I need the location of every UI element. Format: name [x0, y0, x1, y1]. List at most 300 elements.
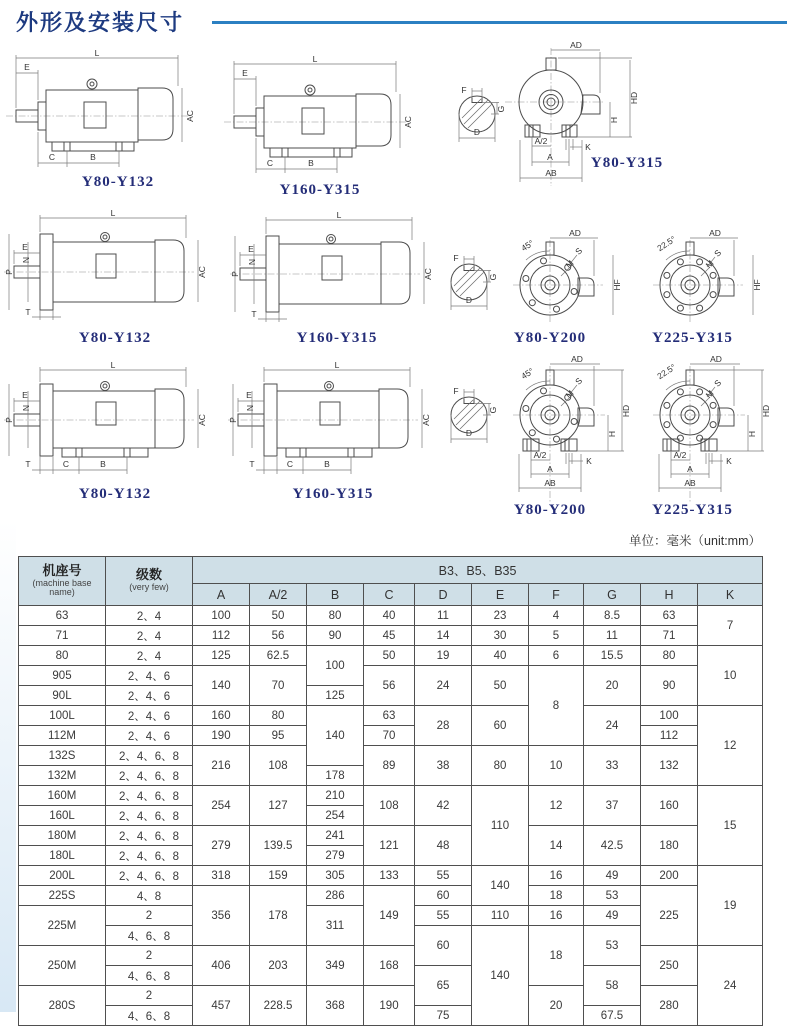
shaft-section-drawing [442, 252, 498, 316]
table-row [19, 986, 763, 1006]
dim-label-E: E [242, 68, 248, 78]
cell: 38 [415, 746, 472, 786]
cell: 279 [307, 846, 364, 866]
dim-label-AB: AB [544, 478, 556, 488]
cell: 139.5 [250, 826, 307, 866]
cell: 132 [641, 746, 698, 786]
dim-label-S: S [573, 245, 585, 257]
cell: 58 [584, 966, 641, 1006]
cell: 56 [364, 666, 415, 706]
table-row [19, 786, 763, 806]
cell: 125 [193, 646, 250, 666]
dim-label-N: N [247, 258, 257, 266]
cell: 80 [307, 606, 364, 626]
cell: 23 [472, 606, 529, 626]
dim-label-AC: AC [423, 268, 433, 280]
title-underline [212, 21, 787, 24]
shaft-section-drawing [442, 385, 498, 449]
table-row [19, 726, 763, 746]
cell: 160M [19, 786, 106, 806]
cell: 356 [193, 886, 250, 946]
dim-label-HF: HF [612, 279, 622, 291]
caption-y80-y132: Y80-Y132 [78, 486, 152, 502]
cell: 33 [584, 746, 641, 786]
cell: 19 [415, 646, 472, 666]
dim-label-AC: AC [197, 414, 207, 426]
cell: 210 [307, 786, 364, 806]
dim-label-45deg: 45° [519, 365, 536, 382]
dim-label-AB: AB [545, 168, 557, 178]
cell: 110 [472, 786, 529, 866]
cell: 55 [415, 906, 472, 926]
cell: 14 [529, 826, 584, 866]
dim-label-H: H [747, 430, 757, 438]
cell: 180L [19, 846, 106, 866]
dim-label-HD: HD [761, 404, 771, 418]
dim-label-M: M [703, 388, 716, 401]
cell: 42 [415, 786, 472, 826]
caption-y160-y315: Y160-Y315 [292, 486, 374, 502]
dim-label-G: G [488, 406, 498, 414]
cell: 15 [698, 786, 763, 866]
caption-y80-y315: Y80-Y315 [590, 155, 664, 171]
unit-note: 单位：毫米（unit:mm） [629, 534, 761, 548]
header-poles-cn: 级数 [135, 567, 162, 582]
cell: 108 [250, 746, 307, 786]
dim-label-D: D [465, 295, 473, 305]
cell: 2、4、6、8 [106, 846, 193, 866]
dim-label-T: T [25, 459, 31, 469]
motor-combo-side-drawing [228, 362, 438, 484]
dim-label-P: P [4, 269, 14, 275]
cell: 8 [529, 666, 584, 746]
cell: 11 [415, 606, 472, 626]
dim-label-C: C [48, 152, 56, 162]
caption-y225-y315: Y225-Y315 [652, 330, 733, 346]
dim-label-E: E [246, 390, 252, 400]
dim-label-G: G [488, 273, 498, 281]
cell: 406 [193, 946, 250, 986]
cell: 18 [529, 886, 584, 906]
cell: 95 [250, 726, 307, 746]
cell: 4 [529, 606, 584, 626]
caption-y80-y132: Y80-Y132 [81, 174, 155, 190]
cell: 160 [193, 706, 250, 726]
cell: 90 [641, 666, 698, 706]
diagram-b5-front-y225-y315 [648, 228, 768, 328]
dim-label-E: E [248, 244, 254, 254]
cell: 50 [250, 606, 307, 626]
dim-label-45deg: 45° [519, 237, 536, 254]
dim-label-AC: AC [185, 110, 195, 122]
dim-label-L: L [334, 360, 340, 370]
dim-label-T: T [25, 307, 31, 317]
cell: 225 [641, 886, 698, 946]
dim-label-AD: AD [571, 354, 583, 364]
diagram-b35-front-y225-y315 [648, 356, 778, 506]
col-C: C [364, 584, 415, 606]
dim-label-N: N [245, 404, 255, 412]
dim-label-K: K [726, 456, 732, 466]
cell: 2 [106, 986, 193, 1006]
flange-front-drawing [648, 228, 768, 328]
caption-y80-y200: Y80-Y200 [513, 502, 587, 518]
motor-side-view-drawing [224, 56, 414, 182]
dim-label-K: K [585, 142, 591, 152]
cell: 50 [472, 666, 529, 706]
shaft-section-drawing [450, 84, 506, 148]
cell: 280S [19, 986, 106, 1026]
cell: 75 [415, 1006, 472, 1026]
table-row [19, 626, 763, 646]
cell: 4、6、8 [106, 926, 193, 946]
cell: 2、4、6、8 [106, 786, 193, 806]
col-F: F [529, 584, 584, 606]
dim-label-E: E [22, 390, 28, 400]
dim-label-F: F [453, 386, 459, 396]
dim-label-T: T [249, 459, 255, 469]
dim-label-F: F [461, 85, 467, 95]
cell: 80 [641, 646, 698, 666]
cell: 2 [106, 906, 193, 926]
cell: 4、6、8 [106, 966, 193, 986]
cell: 2、4、6 [106, 686, 193, 706]
dim-label-H: H [607, 430, 617, 438]
cell: 70 [250, 666, 307, 706]
cell: 90 [307, 626, 364, 646]
cell: 280 [641, 986, 698, 1026]
dim-label-A-half: A/2 [673, 450, 687, 460]
dim-label-S: S [573, 375, 585, 387]
cell: 250 [641, 946, 698, 986]
dim-label-G: G [496, 105, 506, 113]
table-row [19, 826, 763, 846]
header-machine-base [19, 557, 106, 606]
cell: 56 [250, 626, 307, 646]
cell: 216 [193, 746, 250, 786]
diagram-shaft-section-row1 [450, 84, 506, 148]
cell: 12 [529, 786, 584, 826]
dim-label-C: C [266, 158, 274, 168]
diagram-b5-side-y160-y315 [230, 212, 440, 326]
cell: 60 [472, 706, 529, 746]
cell: 2、4、6 [106, 666, 193, 686]
dim-label-L: L [312, 54, 318, 64]
motor-flange-side-drawing [230, 212, 440, 326]
dim-label-L: L [110, 360, 116, 370]
cell: 71 [641, 626, 698, 646]
diagram-b3-side-y160-y315 [224, 56, 414, 182]
cell: 905 [19, 666, 106, 686]
cell: 108 [364, 786, 415, 826]
col-G: G [584, 584, 641, 606]
cell: 62.5 [250, 646, 307, 666]
diagram-b3-side-y80-y132 [6, 50, 196, 176]
cell: 305 [307, 866, 364, 886]
cell: 140 [307, 706, 364, 766]
dim-label-AD: AD [569, 228, 581, 238]
dim-label-A: A [547, 152, 553, 162]
cell: 254 [193, 786, 250, 826]
cell: 160 [641, 786, 698, 826]
cell: 100 [641, 706, 698, 726]
cell: 53 [584, 926, 641, 966]
cell: 49 [584, 866, 641, 886]
dim-label-HD: HD [621, 404, 631, 418]
cell: 5 [529, 626, 584, 646]
table-row [19, 646, 763, 666]
cell: 349 [307, 946, 364, 986]
cell: 2、4、6、8 [106, 766, 193, 786]
dim-label-K: K [586, 456, 592, 466]
cell: 20 [529, 986, 584, 1026]
dim-label-AC: AC [403, 116, 413, 128]
cell: 254 [307, 806, 364, 826]
cell: 279 [193, 826, 250, 866]
motor-flange-side-drawing [4, 210, 214, 324]
cell: 250M [19, 946, 106, 986]
dim-label-M: M [563, 388, 576, 401]
cell: 60 [415, 886, 472, 906]
diagram-b35-front-y80-y200 [505, 356, 635, 506]
diagram-b35-side-y160-y315 [228, 362, 438, 484]
flange-front-drawing [505, 228, 625, 328]
cell: 49 [584, 906, 641, 926]
cell: 140 [472, 866, 529, 906]
combo-front-drawing [505, 356, 635, 506]
dim-label-A-half: A/2 [534, 136, 548, 146]
dim-label-A: A [687, 464, 693, 474]
cell: 112 [193, 626, 250, 646]
cell: 28 [415, 706, 472, 746]
caption-y80-y200: Y80-Y200 [513, 330, 587, 346]
dim-label-A-half: A/2 [533, 450, 547, 460]
dim-label-S: S [712, 377, 724, 389]
dim-label-S: S [712, 247, 724, 259]
dim-label-H: H [609, 116, 619, 124]
table-header-row [19, 557, 763, 584]
dim-label-AD: AD [709, 228, 721, 238]
cell: 14 [415, 626, 472, 646]
dim-label-L: L [94, 48, 100, 58]
cell: 100 [307, 646, 364, 686]
cell: 4、8 [106, 886, 193, 906]
cell: 4、6、8 [106, 1006, 193, 1026]
cell: 10 [698, 646, 763, 706]
dim-label-AD: AD [710, 354, 722, 364]
dim-label-B: B [90, 152, 96, 162]
header-machine-base-en: (machine base name) [32, 577, 92, 597]
diagram-shaft-section-row3 [442, 385, 498, 449]
caption-y80-y132: Y80-Y132 [78, 330, 152, 346]
table-row [19, 946, 763, 966]
cell: 15.5 [584, 646, 641, 666]
cell: 110 [472, 906, 529, 926]
cell: 132M [19, 766, 106, 786]
cell: 100L [19, 706, 106, 726]
dim-label-D: D [473, 127, 481, 137]
dim-label-22-5deg: 22.5° [655, 361, 678, 382]
cell: 160L [19, 806, 106, 826]
combo-front-drawing [648, 356, 778, 506]
cell: 200L [19, 866, 106, 886]
dim-label-N: N [21, 404, 31, 412]
dim-label-T: T [251, 309, 257, 319]
cell: 112M [19, 726, 106, 746]
cell: 225M [19, 906, 106, 946]
table-row [19, 666, 763, 686]
cell: 42.5 [584, 826, 641, 866]
dim-label-P: P [230, 271, 240, 277]
cell: 241 [307, 826, 364, 846]
dim-label-D: D [465, 428, 473, 438]
header-poles-en: (very few) [129, 582, 169, 592]
cell: 50 [364, 646, 415, 666]
cell: 80 [472, 746, 529, 786]
cell: 127 [250, 786, 307, 826]
table-row [19, 866, 763, 886]
diagram-b5-side-y80-y132 [4, 210, 214, 324]
dim-label-22-5deg: 22.5° [655, 233, 678, 254]
caption-y160-y315: Y160-Y315 [296, 330, 378, 346]
cell: 228.5 [250, 986, 307, 1026]
cell: 2、4 [106, 626, 193, 646]
cell: 140 [472, 926, 529, 1026]
cell: 200 [641, 866, 698, 886]
cell: 286 [307, 886, 364, 906]
caption-y160-y315: Y160-Y315 [279, 182, 361, 198]
motor-combo-side-drawing [4, 362, 214, 484]
cell: 24 [584, 706, 641, 746]
cell: 55 [415, 866, 472, 886]
cell: 37 [584, 786, 641, 826]
dim-label-F: F [453, 253, 459, 263]
cell: 89 [364, 746, 415, 786]
col-K: K [698, 584, 763, 606]
cell: 40 [472, 646, 529, 666]
cell: 30 [472, 626, 529, 646]
cell: 16 [529, 906, 584, 926]
cell: 60 [415, 926, 472, 966]
cell: 2、4、6 [106, 706, 193, 726]
dim-label-AC: AC [421, 414, 431, 426]
dim-label-A: A [547, 464, 553, 474]
col-B: B [307, 584, 364, 606]
cell: 133 [364, 866, 415, 886]
cell: 65 [415, 966, 472, 1006]
cell: 149 [364, 886, 415, 946]
cell: 2 [106, 946, 193, 966]
cell: 190 [364, 986, 415, 1026]
cell: 10 [529, 746, 584, 786]
cell: 70 [364, 726, 415, 746]
cell: 457 [193, 986, 250, 1026]
cell: 132S [19, 746, 106, 766]
cell: 80 [19, 646, 106, 666]
cell: 16 [529, 866, 584, 886]
dim-label-M: M [563, 258, 576, 271]
dim-label-B: B [324, 459, 330, 469]
caption-y225-y315: Y225-Y315 [652, 502, 733, 518]
cell: 2、4、6、8 [106, 806, 193, 826]
cell: 45 [364, 626, 415, 646]
cell: 19 [698, 866, 763, 946]
dim-label-C: C [286, 459, 294, 469]
dim-label-N: N [21, 256, 31, 264]
cell: 6 [529, 646, 584, 666]
cell: 53 [584, 886, 641, 906]
table-row [19, 886, 763, 906]
dim-label-HD: HD [629, 91, 639, 105]
dim-label-P: P [4, 417, 14, 423]
col-A-half: A/2 [250, 584, 307, 606]
header-poles [106, 557, 193, 606]
cell: 112 [641, 726, 698, 746]
dim-label-P: P [228, 417, 238, 423]
cell: 48 [415, 826, 472, 866]
cell: 2、4、6 [106, 726, 193, 746]
cell: 40 [364, 606, 415, 626]
cell: 12 [698, 706, 763, 786]
cell: 8.5 [584, 606, 641, 626]
dim-label-L: L [110, 208, 116, 218]
cell: 178 [250, 886, 307, 946]
cell: 7 [698, 606, 763, 646]
cell: 63 [19, 606, 106, 626]
cell: 24 [415, 666, 472, 706]
cell: 63 [641, 606, 698, 626]
cell: 125 [307, 686, 364, 706]
cell: 311 [307, 906, 364, 946]
diagram-b5-front-y80-y200 [505, 228, 625, 328]
cell: 121 [364, 826, 415, 866]
dim-label-C: C [62, 459, 70, 469]
dim-label-L: L [336, 210, 342, 220]
cell: 2、4、6、8 [106, 826, 193, 846]
cell: 2、4、6、8 [106, 866, 193, 886]
cell: 24 [698, 946, 763, 1026]
cell: 180M [19, 826, 106, 846]
cell: 2、4、6、8 [106, 746, 193, 766]
col-E: E [472, 584, 529, 606]
header-machine-base-cn: 机座号 [42, 562, 82, 578]
cell: 225S [19, 886, 106, 906]
cell: 318 [193, 866, 250, 886]
cell: 11 [584, 626, 641, 646]
dim-label-M: M [703, 258, 716, 271]
cell: 80 [250, 706, 307, 726]
cell: 90L [19, 686, 106, 706]
dim-label-B: B [308, 158, 314, 168]
col-A: A [193, 584, 250, 606]
cell: 159 [250, 866, 307, 886]
table-row [19, 606, 763, 626]
diagram-b35-side-y80-y132 [4, 362, 214, 484]
cell: 18 [529, 926, 584, 986]
col-H: H [641, 584, 698, 606]
dim-label-AD: AD [570, 40, 582, 50]
cell: 63 [364, 706, 415, 726]
cell: 140 [193, 666, 250, 706]
dim-label-AC: AC [197, 266, 207, 278]
cell: 190 [193, 726, 250, 746]
table-row [19, 706, 763, 726]
cell: 168 [364, 946, 415, 986]
cell: 67.5 [584, 1006, 641, 1026]
table-row [19, 746, 763, 766]
cell: 178 [307, 766, 364, 786]
dim-label-E: E [24, 62, 30, 72]
